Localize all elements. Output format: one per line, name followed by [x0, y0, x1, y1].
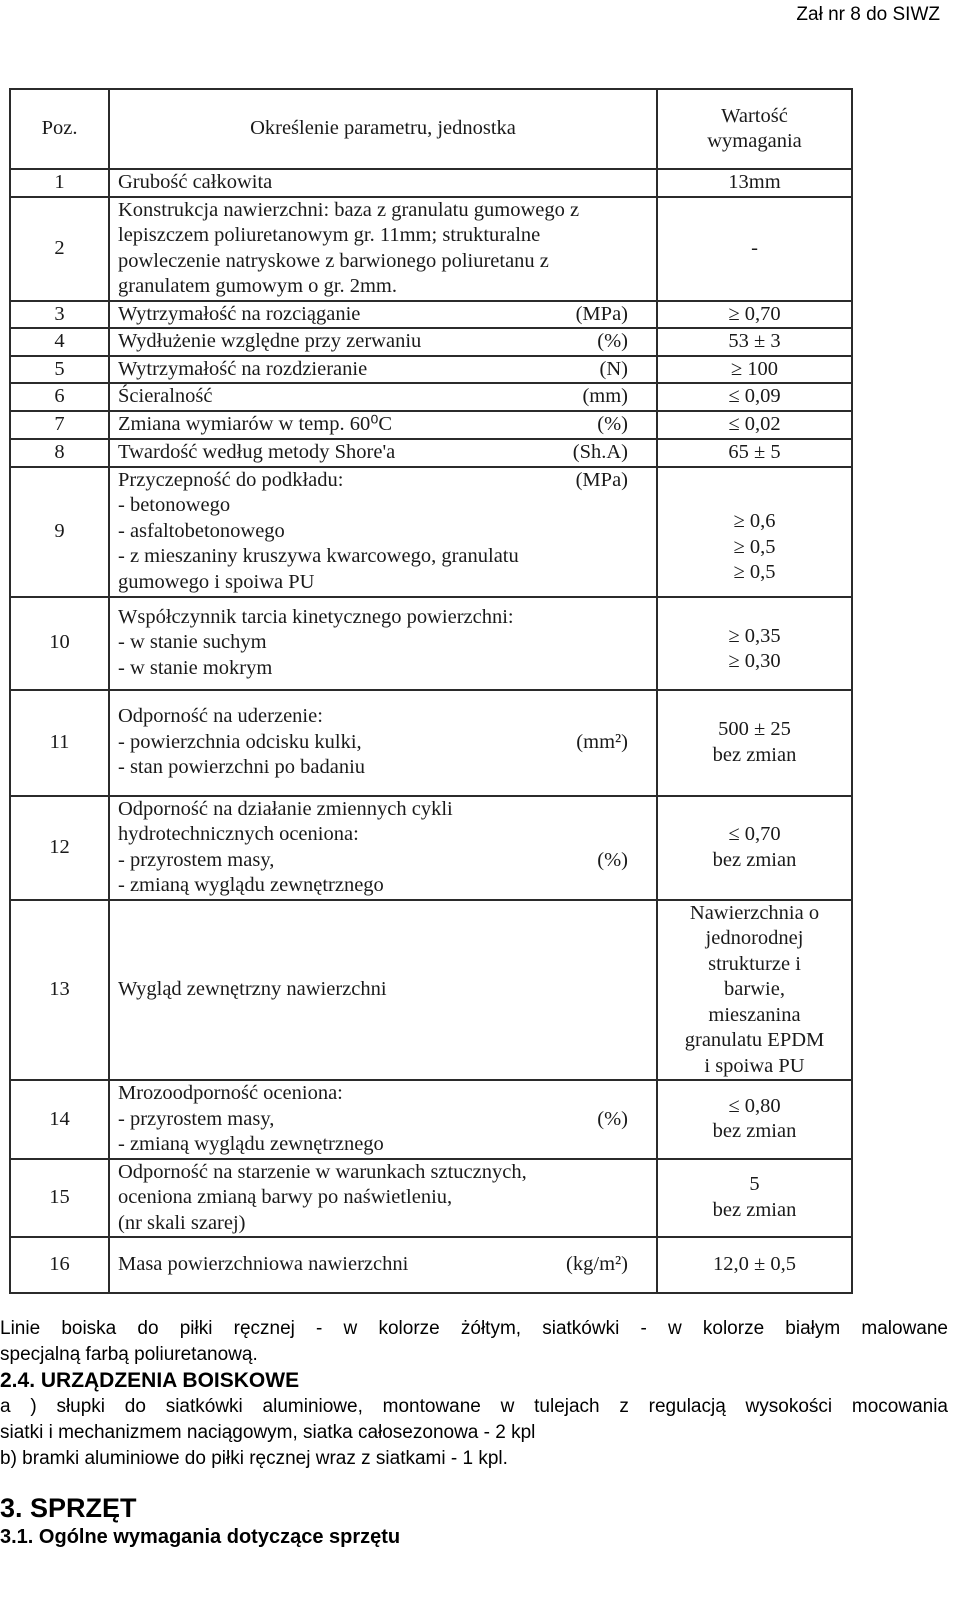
row-position: 3 — [10, 301, 109, 329]
table-row — [10, 796, 852, 900]
row-required-value — [657, 1080, 852, 1159]
value-line: 53 ± 3 — [728, 330, 781, 352]
row-position: 7 — [10, 411, 109, 439]
value-line: 12,0 ± 0,5 — [712, 1253, 796, 1276]
value-line: ≥ 0,5 — [733, 561, 776, 583]
parameter-line: Masa powierzchniowa nawierzchni — [118, 1253, 409, 1276]
row-parameter — [109, 796, 657, 900]
row-position: 8 — [10, 439, 109, 467]
row-parameter — [109, 411, 657, 439]
body-text — [0, 1316, 948, 1550]
row-position: 10 — [10, 597, 109, 690]
subsection-heading: 3.1. Ogólne wymagania dotyczące sprzętu — [0, 1526, 401, 1548]
parameter-unit: (N) — [599, 357, 628, 380]
table-row — [10, 356, 852, 384]
value-line: 500 ± 25 — [718, 718, 791, 740]
parameter-line: Wydłużenie względne przy zerwaniu — [118, 330, 422, 352]
row-parameter — [109, 197, 657, 301]
value-line: ≥ 0,30 — [728, 650, 781, 672]
document-annex-label: Zał nr 8 do SIWZ — [796, 4, 940, 25]
paragraph-lines-line2: specjalną farbą poliuretanową. — [0, 1344, 258, 1365]
value-line: barwie, — [724, 978, 785, 1000]
value-line: 5 — [749, 1173, 760, 1196]
row-parameter — [109, 439, 657, 467]
value-line: 65 ± 5 — [728, 440, 781, 463]
parameter-line: - przyrostem masy, — [118, 848, 275, 871]
parameter-line: - betonowego — [118, 494, 231, 517]
parameter-line: - w stanie suchym — [118, 631, 267, 654]
row-parameter — [109, 328, 657, 356]
row-required-value — [657, 197, 852, 301]
parameter-line: hydrotechnicznych oceniona: — [118, 823, 359, 845]
parameter-line: Wygląd zewnętrzny nawierzchni — [118, 978, 387, 1000]
row-parameter — [109, 383, 657, 411]
table-row — [10, 467, 852, 597]
parameter-line: gumowego i spoiwa PU — [118, 570, 315, 593]
row-position: 14 — [10, 1080, 109, 1159]
parameter-line: Odporność na działanie zmiennych cykli — [118, 797, 453, 820]
parameter-line: Odporność na starzenie w warunkach sztucznych, — [118, 1160, 527, 1183]
row-position: 11 — [10, 690, 109, 796]
parameter-line: - w stanie mokrym — [118, 656, 273, 679]
value-line: strukturze i — [708, 952, 801, 975]
value-line: 13mm — [728, 171, 781, 193]
parameter-line: (nr skali szarej) — [118, 1211, 246, 1234]
parameter-unit: (MPa) — [575, 302, 628, 325]
parameter-line: - z mieszaniny kruszywa kwarcowego, granulatu — [118, 545, 519, 568]
row-parameter — [109, 1237, 657, 1293]
header-required-value: Wartość wymagania — [657, 89, 852, 169]
table-row — [10, 328, 852, 356]
row-position: 16 — [10, 1237, 109, 1293]
parameter-line: - stan powierzchni po badaniu — [118, 756, 366, 779]
section-heading: 2.4. URZĄDZENIA BOISKOWE — [0, 1369, 300, 1392]
parameter-unit: (mm²) — [576, 730, 628, 753]
row-required-value — [657, 467, 852, 597]
row-position: 15 — [10, 1159, 109, 1238]
value-line: mieszanina — [708, 1003, 801, 1026]
parameter-line: Współczynnik tarcia kinetycznego powierzchni: — [118, 605, 514, 628]
table-row — [10, 1237, 852, 1293]
row-parameter — [109, 690, 657, 796]
table-row — [10, 690, 852, 796]
value-line: - — [751, 236, 758, 259]
table-row — [10, 301, 852, 329]
value-line: ≥ 0,70 — [728, 302, 781, 325]
table-row — [10, 383, 852, 411]
value-line: ≥ 0,6 — [733, 510, 776, 532]
row-required-value — [657, 411, 852, 439]
row-required-value — [657, 301, 852, 329]
table-row — [10, 439, 852, 467]
row-position: 13 — [10, 900, 109, 1081]
parameter-unit: (kg/m²) — [566, 1253, 628, 1276]
table-row — [10, 169, 852, 197]
value-line: ≥ 100 — [730, 357, 779, 380]
table-header-row — [10, 89, 852, 169]
row-parameter — [109, 467, 657, 597]
parameter-unit: (%) — [597, 848, 628, 871]
value-line: bez zmian — [712, 848, 797, 871]
row-position: 1 — [10, 169, 109, 197]
value-line: jednorodnej — [705, 927, 804, 949]
row-required-value — [657, 690, 852, 796]
row-required-value — [657, 383, 852, 411]
row-required-value — [657, 1159, 852, 1238]
value-line: ≤ 0,70 — [728, 823, 781, 845]
parameter-line: Konstrukcja nawierzchni: baza z granulatu gumowego z — [118, 198, 580, 221]
value-line: ≤ 0,80 — [728, 1094, 781, 1117]
row-required-value — [657, 597, 852, 690]
row-required-value — [657, 356, 852, 384]
item-b: b) bramki aluminiowe do piłki ręcznej wraz z siatkami - 1 kpl. — [0, 1448, 508, 1469]
row-required-value — [657, 439, 852, 467]
row-parameter — [109, 301, 657, 329]
row-required-value — [657, 169, 852, 197]
parameter-line: Odporność na uderzenie: — [118, 705, 323, 728]
parameter-line: - zmianą wyglądu zewnętrznego — [118, 1133, 384, 1155]
row-parameter — [109, 356, 657, 384]
parameter-line: Mrozoodporność oceniona: — [118, 1082, 343, 1104]
item-a-line2: siatki i mechanizmem naciągowym, siatka całosezonowa - 2 kpl — [0, 1422, 536, 1443]
parameter-line: Wytrzymałość na rozdzieranie — [118, 357, 368, 380]
row-parameter — [109, 900, 657, 1081]
parameter-line: - zmianą wyglądu zewnętrznego — [118, 874, 384, 896]
row-position: 2 — [10, 197, 109, 301]
parameter-line: Zmiana wymiarów w temp. 60⁰C — [118, 412, 393, 435]
parameter-line: granulatem gumowym o gr. 2mm. — [118, 275, 397, 297]
value-line: i spoiwa PU — [704, 1054, 805, 1077]
table-row — [10, 597, 852, 690]
value-line: ≥ 0,35 — [728, 624, 781, 647]
parameter-line: Ścieralność — [118, 385, 213, 407]
row-required-value — [657, 796, 852, 900]
parameter-unit: (mm) — [582, 385, 628, 407]
value-line: ≤ 0,02 — [728, 412, 781, 435]
parameter-unit: (MPa) — [575, 468, 628, 491]
parameters-table — [9, 88, 853, 1294]
value-line: granulatu EPDM — [684, 1029, 825, 1051]
parameter-unit: (%) — [597, 330, 628, 352]
row-position: 12 — [10, 796, 109, 900]
row-parameter — [109, 1159, 657, 1238]
row-required-value — [657, 328, 852, 356]
value-line: Nawierzchnia o — [689, 901, 820, 924]
table-row — [10, 1159, 852, 1238]
parameter-line: Twardość według metody Shore'a — [118, 440, 396, 463]
chapter-heading: 3. SPRZĘT — [0, 1493, 137, 1523]
parameter-line: Grubość całkowita — [118, 171, 273, 193]
header-position: Poz. — [10, 89, 109, 169]
value-line: ≤ 0,09 — [728, 385, 781, 407]
parameter-line: - asfaltobetonowego — [118, 519, 285, 542]
item-a-line1: a ) słupki do siatkówki aluminiowe, montowane w tulejach z regulacją wysokości mocowania — [0, 1396, 948, 1417]
row-required-value — [657, 900, 852, 1081]
table-row — [10, 900, 852, 1081]
row-position: 9 — [10, 467, 109, 597]
table-row — [10, 197, 852, 301]
parameter-line: powleczenie natryskowe z barwionego poliuretanu z — [118, 249, 549, 272]
row-position: 5 — [10, 356, 109, 384]
value-line: bez zmian — [712, 1120, 797, 1143]
header-parameter: Określenie parametru, jednostka — [109, 89, 657, 169]
table-row — [10, 1080, 852, 1159]
row-parameter — [109, 1080, 657, 1159]
parameter-unit: (%) — [597, 1107, 628, 1130]
parameter-line: lepiszczem poliuretanowym gr. 11mm; strukturalne — [118, 224, 541, 246]
table-row — [10, 411, 852, 439]
value-line: bez zmian — [712, 1198, 797, 1221]
row-parameter — [109, 169, 657, 197]
value-line: ≥ 0,5 — [733, 535, 776, 558]
parameter-line: Przyczepność do podkładu: — [118, 468, 344, 491]
parameter-line: Wytrzymałość na rozciąganie — [118, 302, 361, 325]
parameter-line: - powierzchnia odcisku kulki, — [118, 730, 362, 753]
row-parameter — [109, 597, 657, 690]
paragraph-lines-line1: Linie boiska do piłki ręcznej - w kolorze żółtym, siatkówki - w kolorze białym malowane — [0, 1318, 948, 1339]
parameter-unit: (%) — [597, 412, 628, 435]
row-position: 4 — [10, 328, 109, 356]
row-position: 6 — [10, 383, 109, 411]
parameter-line: - przyrostem masy, — [118, 1107, 275, 1130]
value-line: bez zmian — [712, 743, 797, 766]
row-required-value — [657, 1237, 852, 1293]
parameter-line: oceniona zmianą barwy po naświetleniu, — [118, 1186, 453, 1208]
parameter-unit: (Sh.A) — [572, 440, 628, 463]
